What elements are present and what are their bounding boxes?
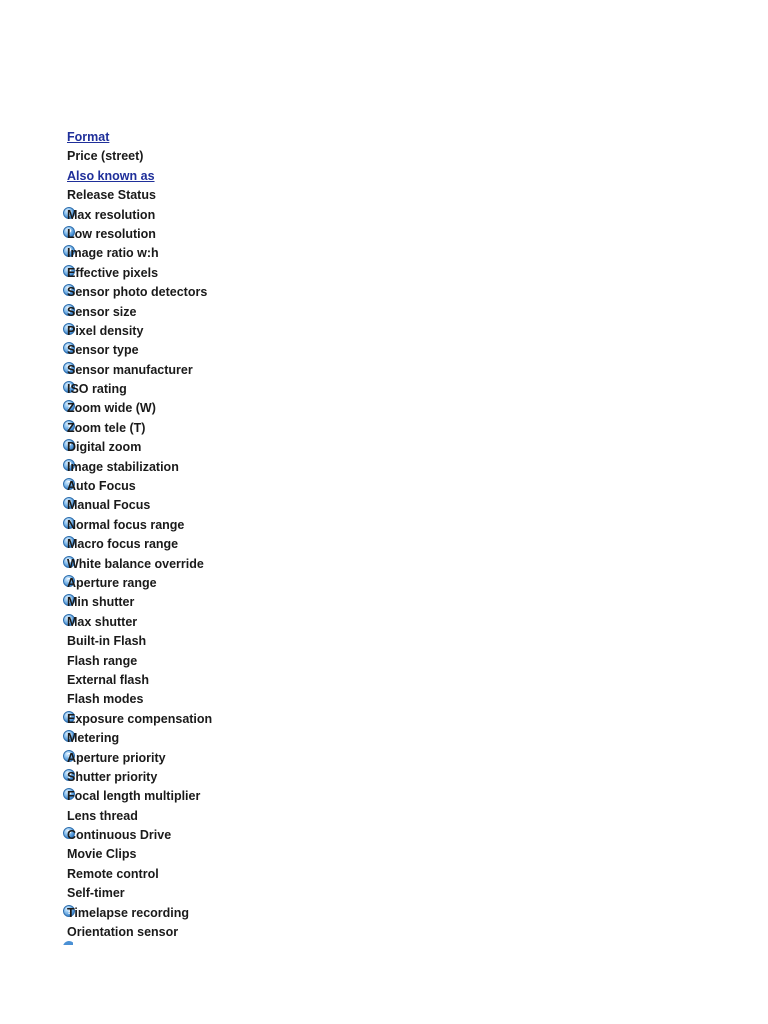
spec-label: Auto Focus: [67, 479, 136, 494]
spec-row: [63, 380, 323, 399]
spec-label: Zoom wide (W): [67, 401, 156, 416]
spec-label: Effective pixels: [67, 265, 159, 280]
spec-link[interactable]: Also known as: [67, 168, 155, 183]
spec-label: Image ratio w:h: [67, 246, 159, 261]
spec-row: [63, 264, 323, 283]
spec-row: [63, 283, 323, 302]
spec-label: Min shutter: [67, 595, 135, 610]
spec-label: Flash modes: [67, 692, 144, 707]
spec-row: [63, 574, 323, 593]
spec-label: Metering: [67, 731, 120, 746]
spec-row: [63, 923, 323, 942]
spec-label: Digital zoom: [67, 440, 142, 455]
spec-row: [63, 341, 323, 360]
spec-label: Aperture range: [67, 575, 157, 590]
spec-row: [63, 438, 323, 457]
spec-row[interactable]: [63, 167, 323, 186]
spec-row: [63, 807, 323, 826]
spec-label: Sensor photo detectors: [67, 285, 208, 300]
spec-row: [63, 632, 323, 651]
spec-label: Shutter priority: [67, 769, 158, 784]
spec-row: [63, 225, 323, 244]
spec-row: [63, 865, 323, 884]
spec-label: Aperture priority: [67, 750, 166, 765]
spec-label: Macro focus range: [67, 537, 179, 552]
spec-label: Exposure compensation: [67, 711, 213, 726]
spec-row: [63, 671, 323, 690]
spec-row: [63, 826, 323, 845]
spec-label: Remote control: [67, 866, 159, 881]
spec-label: Price (street): [67, 149, 144, 164]
spec-label: ISO rating: [67, 382, 127, 397]
spec-label: Timelapse recording: [67, 905, 190, 920]
spec-row: [63, 768, 323, 787]
spec-label: Self-timer: [67, 886, 125, 901]
spec-label: Low resolution: [67, 226, 156, 241]
spec-label: Normal focus range: [67, 517, 185, 532]
spec-row[interactable]: [63, 128, 323, 147]
spec-label: Sensor type: [67, 343, 139, 358]
spec-row: [63, 516, 323, 535]
spec-row: [63, 555, 323, 574]
spec-label: Max resolution: [67, 207, 156, 222]
spec-row: [63, 904, 323, 923]
spec-row: [63, 729, 323, 748]
spec-label: Zoom tele (T): [67, 420, 146, 435]
spec-row: [63, 322, 323, 341]
spec-label: External flash: [67, 672, 149, 687]
spec-row: [63, 147, 323, 166]
spec-label: Image stabilization: [67, 459, 179, 474]
spec-label: Release Status: [67, 188, 156, 203]
spec-label: White balance override: [67, 556, 204, 571]
spec-row: [63, 496, 323, 515]
spec-label: Continuous Drive: [67, 828, 172, 843]
spec-row: [63, 613, 323, 632]
spec-row: [63, 749, 323, 768]
spec-label: Sensor manufacturer: [67, 362, 193, 377]
spec-row: [63, 593, 323, 612]
spec-label-list: [63, 128, 323, 942]
spec-label: Max shutter: [67, 614, 138, 629]
spec-row: [63, 361, 323, 380]
spec-label: Manual Focus: [67, 498, 151, 513]
spec-row: [63, 652, 323, 671]
spec-label: Flash range: [67, 653, 138, 668]
spec-row: [63, 399, 323, 418]
spec-row: [63, 303, 323, 322]
help-icon[interactable]: [63, 941, 73, 945]
spec-label: Movie Clips: [67, 847, 137, 862]
spec-row: [63, 690, 323, 709]
spec-label: Sensor size: [67, 304, 137, 319]
spec-row: [63, 787, 323, 806]
spec-row: [63, 458, 323, 477]
spec-row: [63, 710, 323, 729]
spec-label: Built-in Flash: [67, 634, 147, 649]
spec-label: Orientation sensor: [67, 925, 179, 940]
spec-row: [63, 477, 323, 496]
spec-row: [63, 535, 323, 554]
spec-label: Pixel density: [67, 323, 144, 338]
spec-link[interactable]: Format: [67, 130, 110, 144]
spec-row: [63, 186, 323, 205]
spec-row: [63, 206, 323, 225]
spec-row: [63, 884, 323, 903]
spec-row: [63, 244, 323, 263]
spec-label: Lens thread: [67, 808, 138, 823]
spec-row: [63, 419, 323, 438]
spec-row: [63, 845, 323, 864]
spec-label: Focal length multiplier: [67, 789, 201, 804]
